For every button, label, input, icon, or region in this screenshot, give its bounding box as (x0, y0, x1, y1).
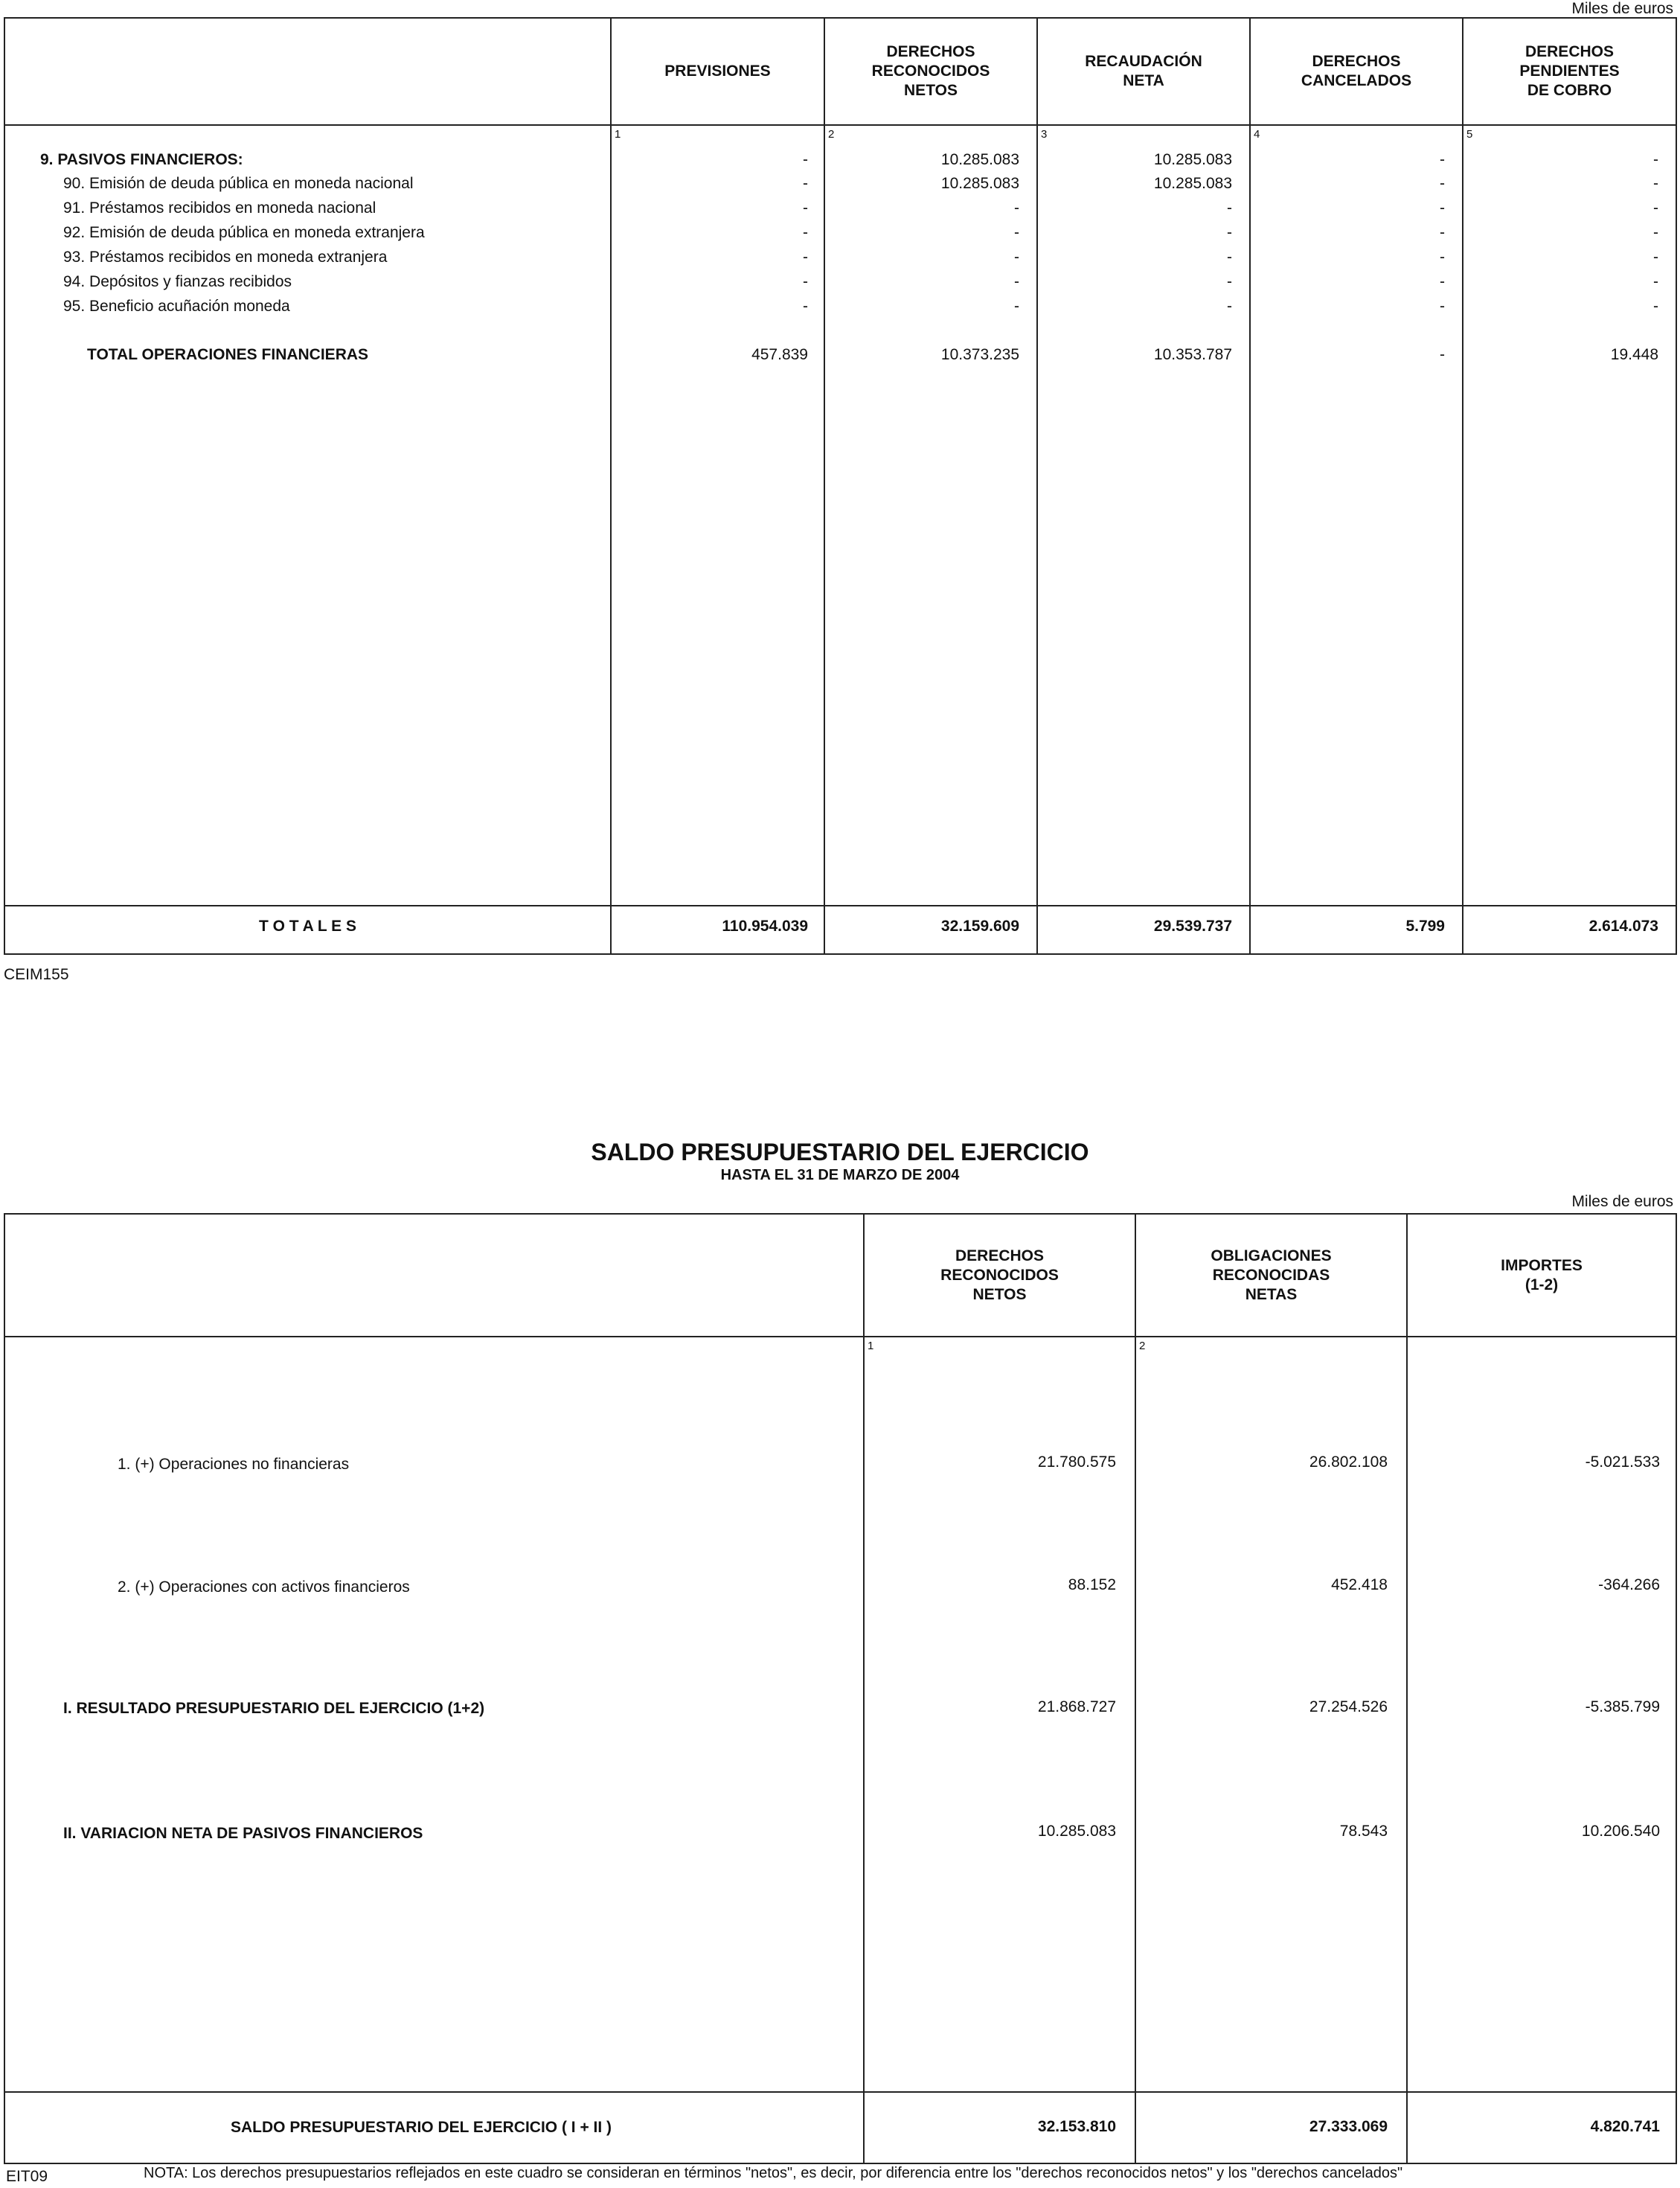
row-value: -364.266 (1598, 1576, 1660, 1593)
row-value: 10.285.083 (1037, 1823, 1116, 1840)
row-value: 19.448 (1610, 346, 1658, 363)
row-value: 10.285.083 (1153, 175, 1232, 192)
row-value: 10.285.083 (1153, 151, 1232, 168)
row-value: - (803, 224, 808, 241)
row-value: 78.543 (1339, 1823, 1388, 1840)
row-label: 92. Emisión de deuda pública en moneda extranjera (63, 224, 425, 241)
row-value: 10.206.540 (1581, 1823, 1660, 1840)
row-value: 26.802.108 (1309, 1453, 1388, 1471)
totals-value: 32.159.609 (940, 918, 1019, 935)
column-header-recaudacion-neta: RECAUDACIÓN NETA (1085, 53, 1202, 89)
totals-label: T O T A L E S (258, 918, 357, 935)
row-value: - (803, 175, 808, 192)
row-value: - (1440, 151, 1445, 168)
row-label: 1. (+) Operaciones no financieras (118, 1456, 350, 1473)
row-value: - (1014, 224, 1019, 241)
row-value: - (1653, 199, 1658, 217)
row-label: 91. Préstamos recibidos en moneda nacional (63, 199, 376, 217)
totals-value: 5.799 (1405, 918, 1445, 935)
totals-value: 110.954.039 (722, 918, 808, 935)
column-header-derechos-reconocidos-netos: DERECHOS RECONOCIDOS NETOS (940, 1247, 1059, 1303)
column-number: 5 (1466, 128, 1473, 141)
row-value: 452.418 (1331, 1576, 1388, 1593)
column-header-importes: IMPORTES (1-2) (1501, 1256, 1583, 1293)
row-value: - (1653, 224, 1658, 241)
row-label: 90. Emisión de deuda pública en moneda nacional (63, 175, 414, 192)
row-value: - (1440, 199, 1445, 217)
page-subtitle: HASTA EL 31 DE MARZO DE 2004 (720, 1167, 960, 1183)
row-value: - (1440, 224, 1445, 241)
row-value: -5.385.799 (1585, 1698, 1660, 1715)
row-value: 21.780.575 (1037, 1453, 1116, 1471)
table-2-frame (4, 1213, 1677, 2164)
row-label-total-operaciones-financieras: TOTAL OPERACIONES FINANCIERAS (87, 346, 369, 363)
row-value: - (1440, 298, 1445, 315)
row-label: 9. PASIVOS FINANCIEROS: (40, 151, 243, 168)
row-value: - (1014, 249, 1019, 266)
row-value: 27.254.526 (1309, 1698, 1388, 1715)
column-header-derechos-cancelados: DERECHOS CANCELADOS (1301, 53, 1412, 89)
table-2-col-divider (863, 1213, 865, 2164)
table-2-header-divider (4, 1336, 1677, 1337)
row-value: - (1014, 298, 1019, 315)
table-2-col-divider (1135, 1213, 1136, 2164)
row-value: - (803, 151, 808, 168)
column-number: 1 (868, 1340, 874, 1352)
row-label-resultado-presupuestario: I. RESULTADO PRESUPUESTARIO DEL EJERCICIO (1+2) (63, 1700, 485, 1717)
row-value: 10.285.083 (940, 151, 1019, 168)
row-label: 2. (+) Operaciones con activos financieros (118, 1578, 410, 1596)
row-label: 93. Préstamos recibidos en moneda extranjera (63, 249, 388, 266)
units-label-table-2: Miles de euros (1571, 1193, 1673, 1210)
table-1-totals-divider (4, 905, 1677, 906)
row-value: - (1227, 249, 1232, 266)
row-value: -5.021.533 (1585, 1453, 1660, 1471)
totals-value: 4.820.741 (1590, 2118, 1660, 2135)
totals-value: 29.539.737 (1153, 918, 1232, 935)
units-label-table-1: Miles de euros (1571, 0, 1673, 17)
row-value: 10.285.083 (940, 175, 1019, 192)
row-value: - (1653, 151, 1658, 168)
table-2-totals-divider (4, 2091, 1677, 2093)
table-1-header-divider (4, 124, 1677, 126)
table-2-col-divider (1406, 1213, 1408, 2164)
column-header-derechos-reconocidos-netos: DERECHOS RECONOCIDOS NETOS (871, 43, 990, 99)
row-value: 10.353.787 (1153, 346, 1232, 363)
row-value: - (803, 249, 808, 266)
row-value: - (1440, 346, 1445, 363)
row-value: - (803, 273, 808, 290)
totals-value: 2.614.073 (1588, 918, 1658, 935)
column-number: 1 (615, 128, 621, 141)
footnote: NOTA: Los derechos presupuestarios reflejados en este cuadro se consideran en términos "netos", es decir, por diferencia entre los "derechos reconocidos netos" y los "derechos cancelados" (144, 2165, 1403, 2181)
row-value: - (1014, 273, 1019, 290)
row-value: - (1227, 298, 1232, 315)
form-code: EIT09 (6, 2168, 48, 2185)
row-value: - (1227, 224, 1232, 241)
row-value: - (1653, 175, 1658, 192)
saldo-total-label: SALDO PRESUPUESTARIO DEL EJERCICIO ( I + II ) (231, 2119, 612, 2136)
row-value: - (1440, 273, 1445, 290)
row-value: - (1653, 298, 1658, 315)
column-header-derechos-pendientes-de-cobro: DERECHOS PENDIENTES DE COBRO (1519, 43, 1620, 99)
row-value: - (1440, 175, 1445, 192)
page-title: SALDO PRESUPUESTARIO DEL EJERCICIO (591, 1139, 1089, 1165)
column-number: 2 (828, 128, 835, 141)
row-value: 457.839 (751, 346, 808, 363)
row-value: - (1227, 273, 1232, 290)
row-value: - (1440, 249, 1445, 266)
row-value: - (803, 298, 808, 315)
row-label: 94. Depósitos y fianzas recibidos (63, 273, 292, 290)
column-number: 3 (1041, 128, 1048, 141)
row-value: - (1014, 199, 1019, 217)
row-value: - (1653, 273, 1658, 290)
row-value: - (803, 199, 808, 217)
form-code: CEIM155 (4, 966, 69, 983)
row-value: 21.868.727 (1037, 1698, 1116, 1715)
row-value: - (1653, 249, 1658, 266)
column-number: 2 (1139, 1340, 1146, 1352)
column-header-previsiones: PREVISIONES (664, 63, 771, 80)
row-label-variacion-neta-pasivos: II. VARIACION NETA DE PASIVOS FINANCIEROS (63, 1825, 423, 1842)
totals-value: 27.333.069 (1309, 2118, 1388, 2135)
row-value: - (1227, 199, 1232, 217)
row-value: 10.373.235 (940, 346, 1019, 363)
row-label: 95. Beneficio acuñación moneda (63, 298, 290, 315)
row-value: 88.152 (1068, 1576, 1116, 1593)
column-header-obligaciones-reconocidas-netas: OBLIGACIONES RECONOCIDAS NETAS (1211, 1247, 1332, 1303)
totals-value: 32.153.810 (1037, 2118, 1116, 2135)
column-number: 4 (1254, 128, 1260, 141)
